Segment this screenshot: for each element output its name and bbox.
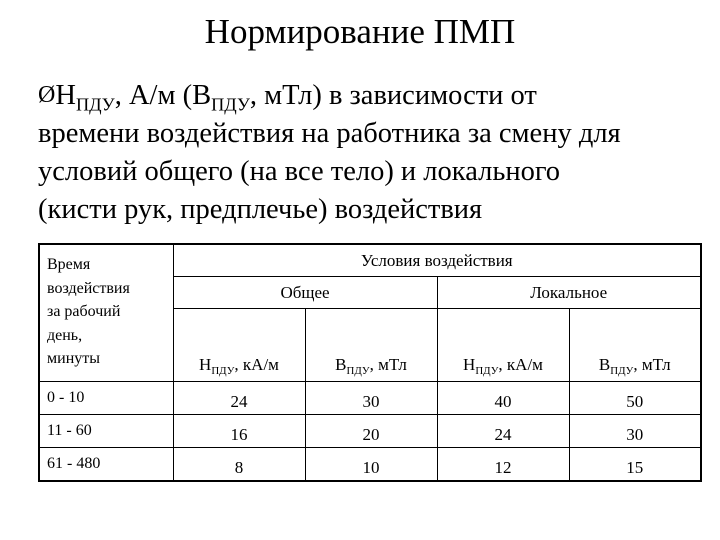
cell-value: 16	[173, 415, 305, 448]
arrow-bullet-icon: Ø	[38, 82, 56, 108]
page-title: Нормирование ПМП	[204, 12, 516, 51]
table-row	[39, 448, 701, 482]
conditions-header: Условия воздействия	[173, 244, 701, 277]
cell-value: 20	[305, 415, 437, 448]
row-time: 11 - 60	[39, 415, 173, 448]
cell-value: 40	[437, 382, 569, 415]
col-header-h-general: $Н_{ПДУ}$, кА/м	[173, 309, 305, 382]
intro-line-3: условий общего (на все тело) и локального	[38, 156, 561, 187]
col-header-b-local: $В_{ПДУ}$, мТл	[569, 309, 701, 382]
cell-value: 10	[305, 448, 437, 482]
cell-value: 24	[173, 382, 305, 415]
general-header: Общее	[173, 277, 437, 309]
norms-table	[38, 243, 702, 482]
local-header: Локальное	[437, 277, 701, 309]
intro-line-2: времени воздействия на работника за смену для	[38, 118, 621, 149]
cell-value: 24	[437, 415, 569, 448]
cell-value: 50	[569, 382, 701, 415]
row-time: 0 - 10	[39, 382, 173, 415]
table-row	[39, 382, 701, 415]
intro-line-1: $ØН_{ПДУ}$, А/м ($В_{ПДУ}$, мТл) в зависимости от	[38, 80, 537, 115]
col-header-h-local: $Н_{ПДУ}$, кА/м	[437, 309, 569, 382]
cell-value: 8	[173, 448, 305, 482]
time-header: Время воздействия за рабочий день, минуты	[39, 244, 173, 382]
intro-line-4: (кисти рук, предплечье) воздействия	[38, 194, 483, 225]
row-time: 61 - 480	[39, 448, 173, 482]
cell-value: 15	[569, 448, 701, 482]
table-row	[39, 415, 701, 448]
col-header-b-general: $В_{ПДУ}$, мТл	[305, 309, 437, 382]
cell-value: 30	[305, 382, 437, 415]
cell-value: 12	[437, 448, 569, 482]
intro-text	[38, 76, 708, 229]
cell-value: 30	[569, 415, 701, 448]
